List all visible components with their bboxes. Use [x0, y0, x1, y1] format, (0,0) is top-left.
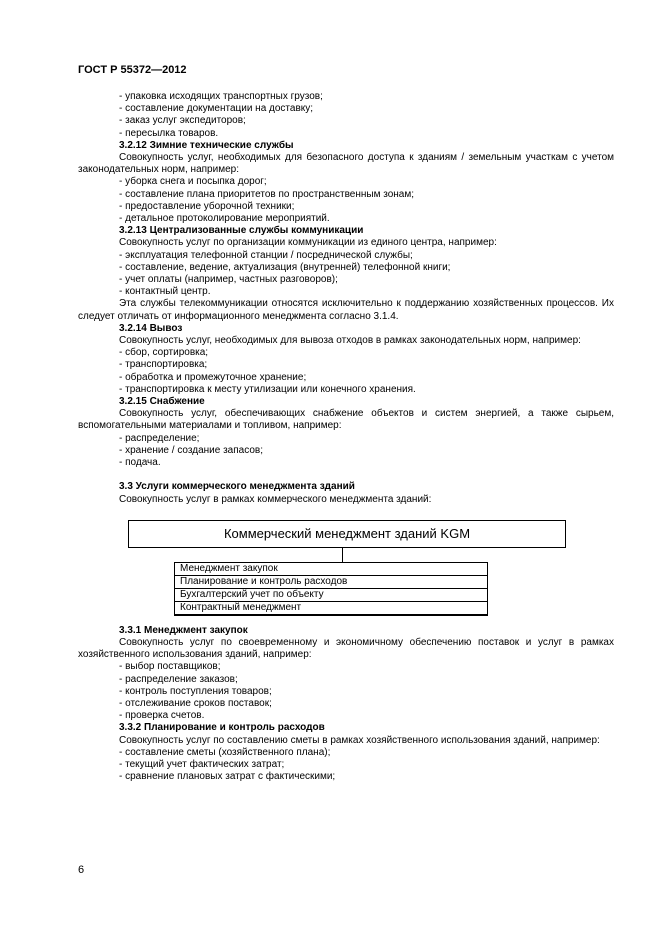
diagram-row: Бухгалтерский учет по объекту — [175, 589, 487, 602]
list-item: - сбор, сортировка; — [119, 347, 209, 359]
list-item: - сравнение плановых затрат с фактическими; — [119, 771, 336, 783]
section-heading: 3.2.12 Зимние технические службы — [119, 139, 294, 151]
section-heading: 3.2.15 Снабжение — [119, 396, 205, 408]
list-item: - транспортировка; — [119, 359, 208, 371]
list-item: - контактный центр. — [119, 286, 211, 298]
list-item: - составление, ведение, актуализация (внутренней) телефонной книги; — [119, 261, 451, 273]
list-item: - проверка счетов. — [119, 710, 205, 722]
list-item: - пересылка товаров. — [119, 127, 219, 139]
section-heading: 3.2.14 Вывоз — [119, 322, 183, 334]
diagram-title-box: Коммерческий менеджмент зданий KGM — [128, 520, 566, 548]
section-3-3-1 — [78, 625, 614, 723]
diagram-services-list — [174, 562, 488, 616]
section-3-2-14 — [78, 323, 614, 396]
section-paragraph: Совокупность услуг, необходимых для вывоза отходов в рамках законодательных норм, например: — [119, 335, 581, 347]
section-3-3-2 — [78, 722, 614, 783]
diagram-connector — [342, 547, 343, 563]
list-item: - хранение / создание запасов; — [119, 444, 263, 456]
list-item: - подача. — [119, 457, 161, 469]
list-item: - учет оплаты (например, частных разговоров); — [119, 274, 338, 286]
list-item: - распределение заказов; — [119, 673, 238, 685]
section-paragraph: Совокупность услуг по своевременному и экономичному обеспечению поставок и услуг в рамках хозяйственного использования зданий, например: — [78, 636, 614, 661]
section-heading: 3.2.13 Централизованные службы коммуникации — [119, 225, 364, 237]
list-item: - упаковка исходящих транспортных грузов; — [119, 91, 323, 102]
list-item: - текущий учет фактических затрат; — [119, 758, 285, 770]
section-3-2-13 — [78, 225, 614, 323]
section-paragraph: Эта службы телекоммуникации относятся исключительно к поддержанию хозяйственных процессов. Их следует отличать от информационного менеджмента согласно 3.1.4. — [78, 298, 614, 322]
list-item: - эксплуатация телефонной станции / посреднической службы; — [119, 249, 413, 261]
list-continuation — [78, 91, 614, 140]
list-item: - транспортировка к месту утилизации или конечного хранения. — [119, 383, 416, 395]
section-heading: 3.3 Услуги коммерческого менеджмента зданий — [119, 481, 355, 493]
section-3-3 — [78, 481, 614, 505]
list-item: - составление документации на доставку; — [119, 103, 314, 115]
section-paragraph: Совокупность услуг в рамках коммерческого менеджмента зданий: — [119, 493, 432, 505]
document-header: ГОСТ Р 55372—2012 — [78, 64, 187, 76]
list-item: - распределение; — [119, 432, 200, 444]
section-heading: 3.3.1 Менеджмент закупок — [119, 624, 248, 636]
diagram-row: Менеджмент закупок — [175, 563, 487, 576]
list-item: - составление плана приоритетов по пространственным зонам; — [119, 188, 415, 200]
list-item: - предоставление уборочной техники; — [119, 200, 295, 212]
list-item: - обработка и промежуточное хранение; — [119, 371, 307, 383]
section-paragraph: Совокупность услуг по составлению сметы в рамках хозяйственного использования зданий, например: — [119, 734, 600, 746]
section-3-2-12 — [78, 140, 614, 225]
spacer — [78, 469, 614, 481]
diagram-row: Контрактный менеджмент — [175, 602, 487, 616]
list-item: - отслеживание сроков поставок; — [119, 697, 272, 709]
page-number: 6 — [78, 864, 85, 876]
list-item: - заказ услуг экспедиторов; — [119, 115, 246, 127]
list-item: - детальное протоколирование мероприятий. — [119, 213, 330, 225]
list-item: - контроль поступления товаров; — [119, 685, 272, 697]
diagram-row: Планирование и контроль расходов — [175, 576, 487, 589]
list-item: - выбор поставщиков; — [119, 661, 221, 673]
kgm-diagram — [78, 511, 614, 625]
document-body — [78, 91, 614, 783]
section-paragraph: Совокупность услуг, обеспечивающих снабжение объектов и систем энергией, а также сырьем, вспомогательными материалами и топливом, например: — [78, 408, 614, 432]
list-item: - уборка снега и посыпка дорог; — [119, 176, 267, 188]
section-3-2-15 — [78, 396, 614, 469]
section-paragraph: Совокупность услуг, необходимых для безопасного доступа к зданиям / земельным участкам с учетом законодательных норм, например: — [78, 152, 614, 176]
section-heading: 3.3.2 Планирование и контроль расходов — [119, 722, 325, 734]
list-item: - составление сметы (хозяйственного плана); — [119, 746, 331, 758]
section-paragraph: Совокупность услуг по организации коммуникации из единого центра, например: — [119, 237, 497, 249]
